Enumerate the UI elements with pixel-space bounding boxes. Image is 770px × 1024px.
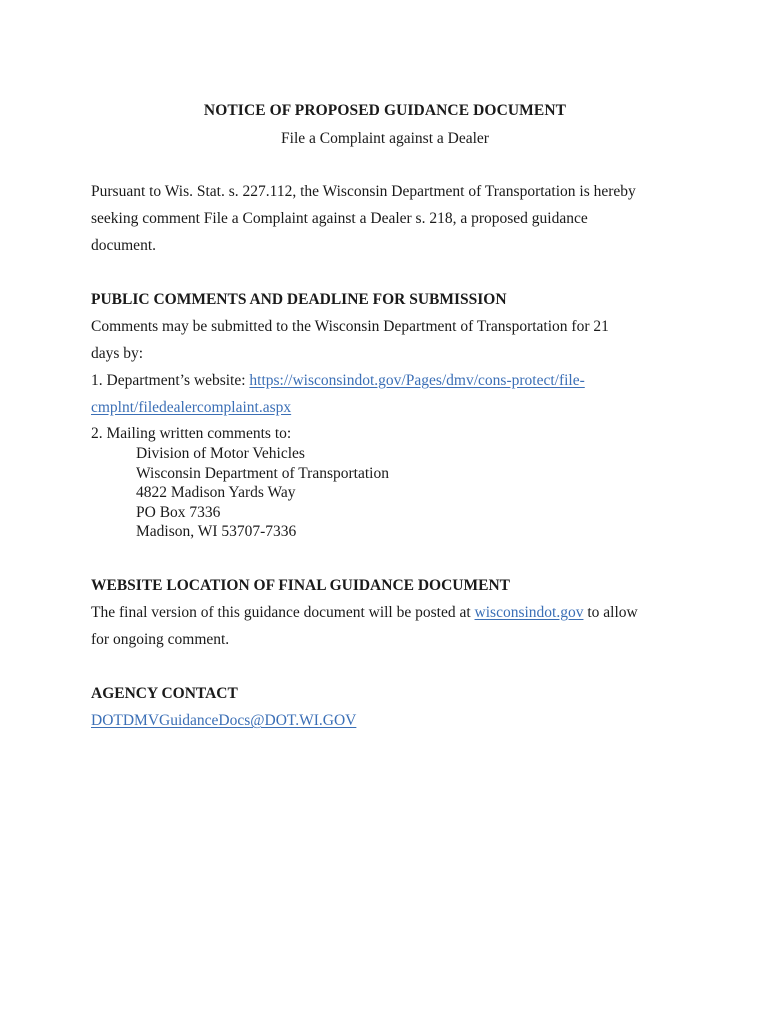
document-title: NOTICE OF PROPOSED GUIDANCE DOCUMENT: [203, 102, 567, 119]
public-comments-line: Comments may be submitted to the Wisconsin Department of Transportation for 21: [91, 318, 609, 335]
agency-contact-line: [91, 711, 356, 731]
website-location-paragraph: [91, 599, 691, 653]
address-line: Wisconsin Department of Transportation: [136, 464, 389, 482]
agency-contact-heading: AGENCY CONTACT: [91, 685, 238, 702]
intro-line: document.: [91, 237, 156, 254]
public-comments-line: days by:: [91, 345, 144, 362]
website-label: 1. Department’s website:: [91, 372, 250, 389]
wisconsindot-link[interactable]: wisconsindot.gov: [474, 604, 584, 621]
mailing-label: 2. Mailing written comments to:: [91, 425, 292, 442]
intro-paragraph: [91, 178, 691, 259]
website-line-continued: [91, 394, 691, 421]
mailing-address: [136, 444, 389, 542]
website-location-heading: WEBSITE LOCATION OF FINAL GUIDANCE DOCUMENT: [91, 577, 510, 594]
website-location-line: [91, 599, 691, 626]
website-location-text: The final version of this guidance document will be posted at: [91, 604, 475, 621]
address-line: Division of Motor Vehicles: [136, 445, 305, 462]
intro-line: seeking comment File a Complaint against a Dealer s. 218, a proposed guidance: [91, 210, 588, 227]
document-subtitle: File a Complaint against a Dealer: [281, 130, 489, 147]
intro-line: Pursuant to Wis. Stat. s. 227.112, the Wisconsin Department of Transportation is hereby: [91, 183, 636, 200]
address-line: 4822 Madison Yards Way: [136, 484, 296, 501]
address-line: Madison, WI 53707-7336: [136, 523, 297, 540]
address-line: PO Box 7336: [136, 503, 221, 521]
agency-email-link[interactable]: DOTDMVGuidanceDocs@DOT.WI.GOV: [91, 712, 357, 729]
website-line: [91, 367, 691, 394]
public-comments-heading: PUBLIC COMMENTS AND DEADLINE FOR SUBMISSION: [91, 291, 507, 308]
public-comments-paragraph: [91, 313, 691, 421]
website-link[interactable]: https://wisconsindot.gov/Pages/dmv/cons-protect/file-: [249, 372, 585, 389]
website-link-continued[interactable]: cmplnt/filedealercomplaint.aspx: [91, 399, 292, 416]
website-location-line: for ongoing comment.: [91, 631, 230, 648]
website-location-text-after: to allow: [583, 604, 638, 621]
